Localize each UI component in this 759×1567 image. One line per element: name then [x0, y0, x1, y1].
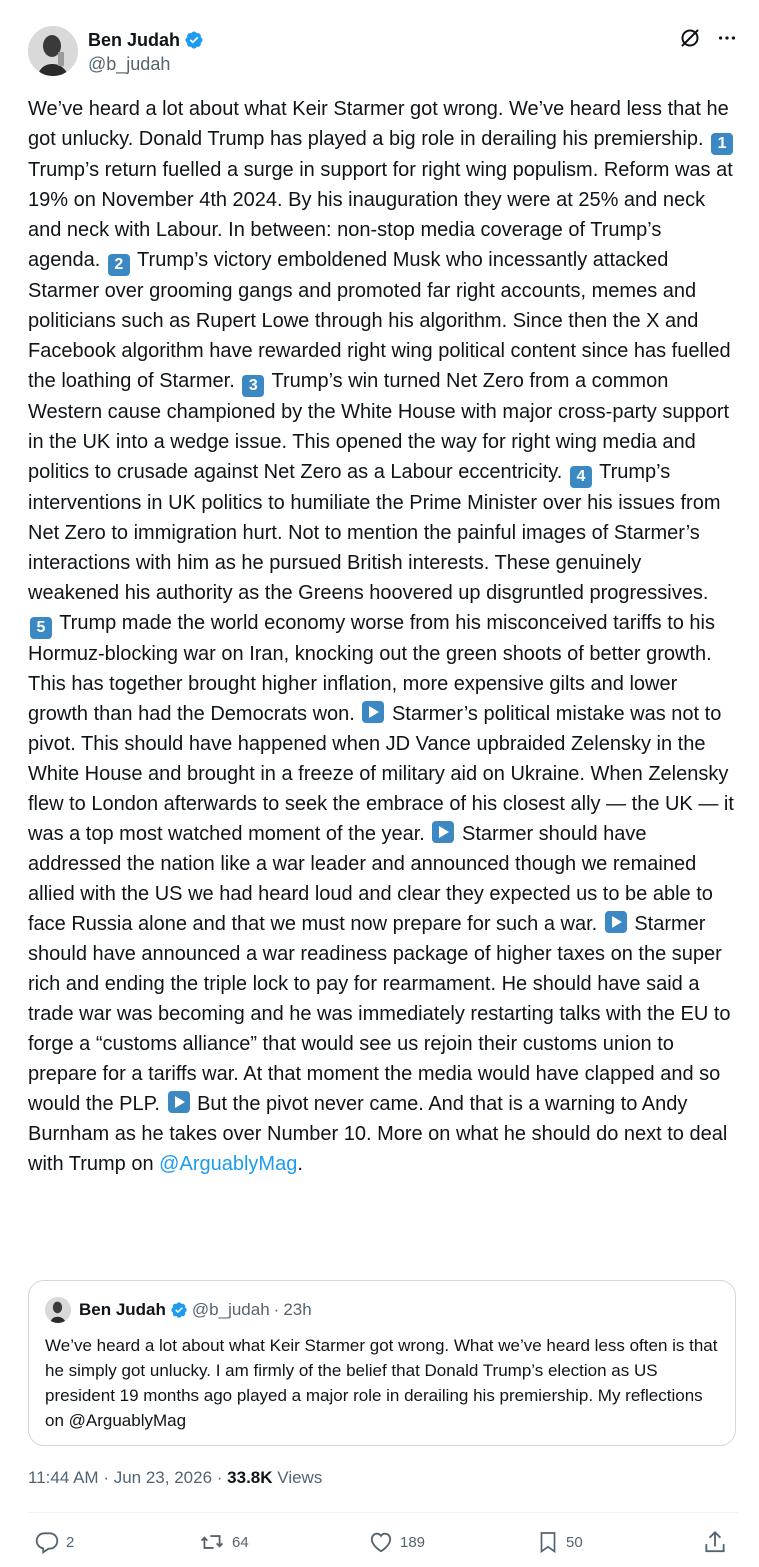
author-names	[88, 28, 204, 76]
bookmark-count: 50	[566, 1533, 583, 1551]
bookmark-icon	[536, 1529, 560, 1555]
like-button[interactable]	[368, 1524, 425, 1560]
tweet-text-segment: Starmer’s political mistake was not to pivot. This should have happened when JD Vance upbraided Zelensky in the White House and brought in a freeze of military aid on Ukraine. When Zelensky flew to London afterwards to seek the embrace of his closest ally — the UK — it was a top most watched moment of the year.	[28, 703, 734, 845]
keycap-4-icon: 4	[570, 466, 592, 488]
tweet-text-segment: But the pivot never came. And that is a warning to Andy Burnham as he takes over Number 10. More on what he should do next to deal with Trump on	[28, 1093, 728, 1175]
avatar-image	[28, 26, 78, 76]
play-button-icon	[168, 1091, 190, 1113]
quoted-tweet-text: We’ve heard a lot about what Keir Starmer got wrong. What we’ve heard less often is that he simply got unlucky. I am firmly of the belief that Donald Trump’s election as US president 19 months ago played a major role in derailing his premiership. My reflections on @ArguablyMag	[45, 1336, 718, 1430]
reply-icon	[34, 1529, 60, 1555]
tweet-text-segment: Starmer should have addressed the nation like a war leader and announced though we remained allied with the US we had heard loud and clear they expected us to be able to face Russia alone and that we must now prepare for such a war.	[28, 823, 713, 935]
header-actions	[678, 26, 738, 50]
more-icon[interactable]	[716, 27, 738, 49]
quoted-author-avatar	[45, 1297, 71, 1323]
meta-separator: ·	[216, 1468, 223, 1487]
tweet-text	[28, 94, 738, 1179]
quoted-author-name: Ben Judah	[79, 1300, 166, 1319]
tweet-text-segment: Trump’s victory emboldened Musk who incessantly attacked Starmer over grooming gangs and promoted far right accounts, memes and politicians such as Rupert Lowe through his algorithm. Since then the X and Facebook algorithm have rewarded right wing political content since has fuelled the loathing of Starmer.	[28, 249, 731, 392]
verified-badge-icon	[170, 1301, 188, 1319]
quoted-time: 23h	[283, 1300, 312, 1319]
heart-icon	[368, 1529, 394, 1555]
keycap-5-icon: 5	[30, 617, 52, 639]
tweet-text-segment: .	[297, 1153, 303, 1175]
views-count: 33.8K	[227, 1468, 273, 1487]
tweet-time[interactable]: 11:44 AM	[28, 1468, 99, 1487]
tweet-text-segment: Starmer should have announced a war readiness package of higher taxes on the super rich and ending the triple lock to pay for rearmament. He should have said a trade war was becoming and he was immediately restarting talks with the EU to forge a “customs alliance” that would see us rejoin their customs union to prepare for a tariffs war. At that moment the media would have clapped and so would the PLP.	[28, 913, 731, 1115]
quoted-tweet[interactable]	[28, 1280, 736, 1446]
views-label: Views	[277, 1468, 323, 1487]
share-button[interactable]	[702, 1524, 728, 1560]
author-avatar[interactable]	[28, 26, 78, 76]
grok-icon[interactable]	[678, 26, 702, 50]
quoted-tweet-header	[45, 1297, 719, 1323]
tweet-date[interactable]: Jun 23, 2026	[113, 1468, 213, 1487]
action-bar	[28, 1524, 738, 1560]
tweet-text-segment: We’ve heard a lot about what Keir Starmer got wrong. We’ve heard less that he got unlucky. Donald Trump has played a big role in derailing his premiership.	[28, 98, 729, 150]
tweet-text-segment: Trump made the world economy worse from his misconceived tariffs to his Hormuz-blocking war on Iran, knocking out the green shoots of better growth. This has together brought higher inflation, more expensive gilts and lower growth than had the Democrats won.	[28, 612, 715, 725]
tweet-meta	[28, 1466, 322, 1490]
play-button-icon	[362, 701, 384, 723]
repost-icon	[198, 1529, 226, 1555]
like-count: 189	[400, 1533, 426, 1551]
author-display-name[interactable]	[88, 28, 204, 52]
quoted-avatar-image	[45, 1297, 71, 1323]
tweet-text-segment: Trump’s interventions in UK politics to humiliate the Prime Minister over his issues from Net Zero to immigration hurt. Not to mention the painful images of Starmer’s interactions with him as he pursued British interests. These genuinely weakened his authority as the Greens hoovered up disgruntled progressives.	[28, 461, 721, 604]
author-display-name-text[interactable]: Ben Judah	[88, 30, 181, 50]
divider	[28, 1512, 738, 1513]
quoted-separator: ·	[273, 1300, 280, 1319]
tweet-text-segment: Trump’s win turned Net Zero from a common Western cause championed by the White House with major cross-party support in the UK into a wedge issue. This opened the way for right wing media and politics to crusade against Net Zero as a Labour eccentricity.	[28, 370, 730, 483]
repost-count: 64	[232, 1533, 249, 1551]
reply-count: 2	[66, 1533, 75, 1551]
keycap-3-icon: 3	[242, 375, 264, 397]
quoted-author-handle: @b_judah	[191, 1300, 270, 1319]
bookmark-button[interactable]	[536, 1524, 583, 1560]
reply-button[interactable]	[34, 1524, 74, 1560]
meta-separator: ·	[103, 1468, 109, 1487]
tweet-header	[28, 26, 738, 78]
keycap-2-icon: 2	[108, 254, 130, 276]
mention-link[interactable]: @ArguablyMag	[159, 1153, 298, 1175]
play-button-icon	[432, 821, 454, 843]
keycap-1-icon: 1	[711, 133, 733, 155]
repost-button[interactable]	[198, 1524, 249, 1560]
author-handle[interactable]: @b_judah	[88, 54, 171, 74]
tweet-text-segment: Trump’s return fuelled a surge in support for right wing populism. Reform was at 19% on November 4th 2024. By his inauguration they were at 25% and neck and neck with Labour. In between: non-stop media coverage of Trump’s agenda.	[28, 159, 733, 271]
verified-badge-icon	[184, 30, 204, 50]
play-button-icon	[605, 911, 627, 933]
share-icon	[702, 1529, 728, 1555]
